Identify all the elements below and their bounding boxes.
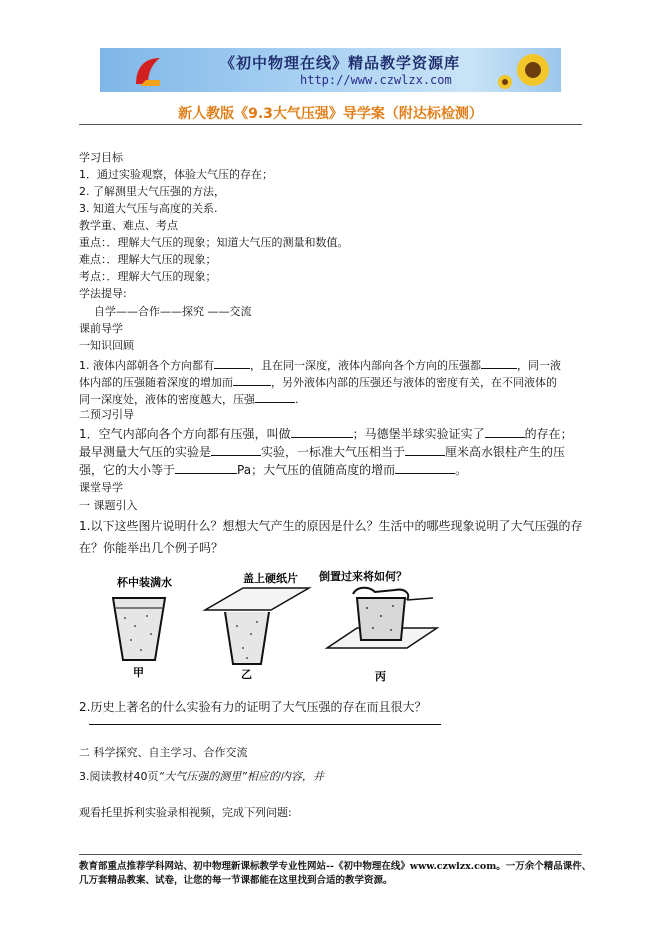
answer-blank[interactable] [233,374,271,386]
review-q1-line2: 体内部的压强随着深度的增加而 ，另外液体内部的压强还与液体的密度有关，在不同液体的 [79,376,557,389]
answer-blank[interactable] [395,462,455,474]
figure-label-cover-card: 盖上硬纸片 [243,572,298,585]
difficult-point: 难点：．理解大气压的现象； [79,253,217,266]
covered-cup-icon [205,588,309,664]
section-method: 学法提导: [79,287,127,300]
section-intro: 一 课题引入 [79,499,138,512]
experiment-figure [95,568,465,686]
goal-1: 1．通过实验观察，体验大气压的存在； [79,168,273,181]
question-5: 3.阅读教材40页“大气压强的测里”相应的内容，并 [79,770,324,783]
answer-blank[interactable] [481,357,517,369]
question-6: 观看托里拆利实验录相视频，完成下列问题: [79,806,292,819]
banner-url[interactable]: http://www.czwlzx.com [300,73,452,87]
footer-line-2: 几万套精品教案、试卷，让您的每一节课都能在这里找到合适的教学资源。 [79,875,393,886]
figure-label-invert: 倒置过来将如何？ [319,570,407,583]
sunflower-icon [495,50,557,90]
answer-blank[interactable] [214,357,250,369]
section-preclass: 课前导学 [79,322,123,335]
preview-q1-line2: 最早测量大气压的实验是 实验，一标准大气压相当于 厘米高水银柱产生的压 [79,445,566,459]
figure-caption-bing: 丙 [375,670,386,683]
answer-line[interactable] [89,724,441,725]
method-text: 自学——合作——探究 ——交流 [94,305,252,318]
title-divider [79,124,582,125]
answer-blank[interactable] [291,426,353,438]
question-3-line2: 在？你能举出几个例子吗？ [79,541,224,555]
section-explore: 二 科学探究、自主学习、合作交流 [79,746,248,759]
section-key-points: 教学重、难点、考点 [79,219,178,232]
question-3-line1: 1.以下这些图片说明什么？想想大气产生的原因是什么？生活中的哪些现象说明了大气压强的存 [79,519,583,533]
answer-blank[interactable] [211,444,261,456]
review-q1-line1: 1. 液体内部朝各个方向都有 ，且在同一深度，液体内部向各个方向的压强都 ，同一液 [79,359,561,372]
review-q1-line3: 同一深度处，液体的密度越大，压强 . [79,393,299,406]
section-learning-goals: 学习目标 [79,151,123,164]
document-title: 新人教版《9.3大气压强》导学案（附达标检测） [178,106,483,122]
answer-blank[interactable] [405,444,445,456]
figure-caption-yi: 乙 [241,668,252,681]
banner-title: 《初中物理在线》精品教学资源库 [220,54,461,72]
goal-2: 2. 了解测里大气压强的方法， [79,185,225,198]
answer-blank[interactable] [485,426,525,438]
header-banner [100,48,561,92]
goal-3: 3. 知道大气压与高度的关系. [79,202,218,215]
answer-blank[interactable] [255,391,295,403]
preview-q1-line1: 1．空气内部向各个方向都有压强，叫做 ；马德堡半球实验证实了 的存在； [79,427,573,441]
footer-line-1: 教育部重点推荐学科网站、初中物理新课标教学专业性网站--《初中物理在线》www.czwlzx.com。一万余个精品课件、 [79,861,592,872]
exam-point: 考点：．理解大气压的现象； [79,270,217,283]
preview-q1-line3: 强，它的大小等于 Pa；大气压的值随高度的增而 。 [79,463,468,477]
question-4: 2.历史上著名的什么实验有力的证明了大气压强的存在而且很大？ [79,700,427,714]
answer-blank[interactable] [175,462,237,474]
full-cup-icon [113,598,165,660]
figure-label-full-cup: 杯中装满水 [117,576,172,589]
section-classroom: 课堂导学 [79,481,123,494]
key-point: 重点：．理解大气压的现象；知道大气压的测量和数值。 [79,236,349,249]
section-preview: 二预习引导 [79,408,134,421]
footer-divider [79,854,582,855]
site-logo-icon [130,54,166,88]
inverted-cup-icon [327,588,437,648]
figure-caption-jia: 甲 [133,666,144,679]
section-review: 一知识回顾 [79,339,134,352]
